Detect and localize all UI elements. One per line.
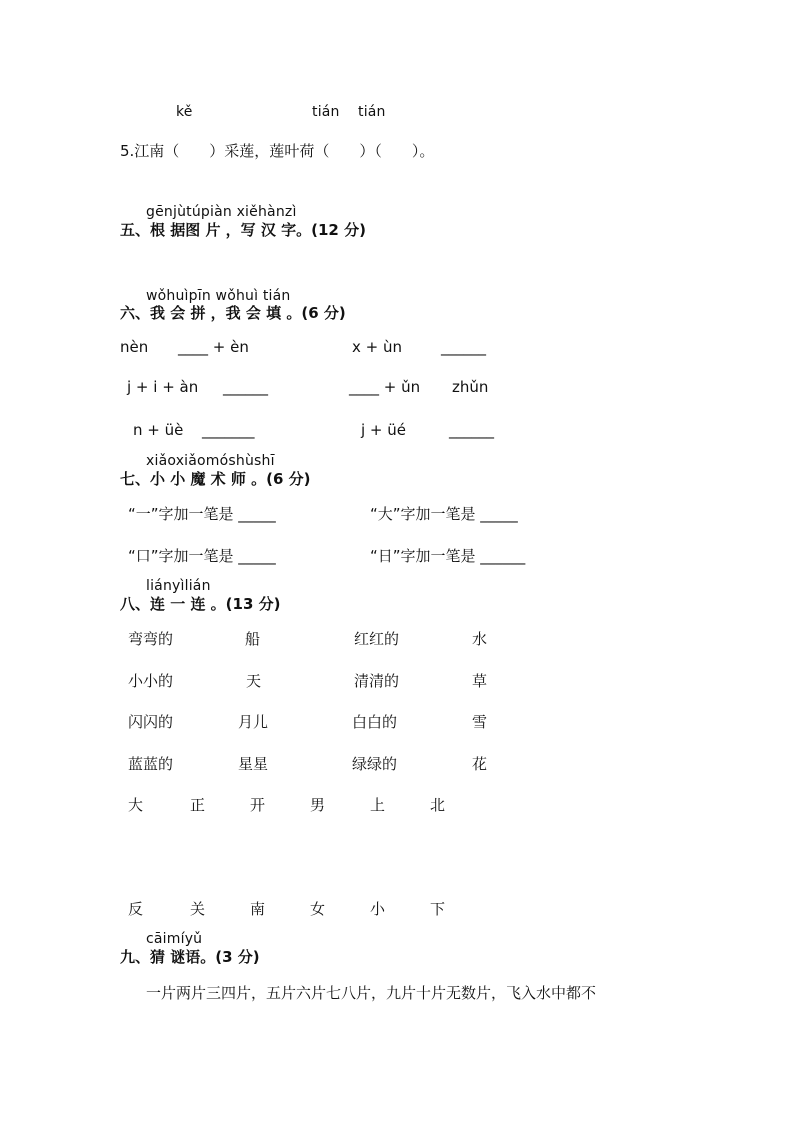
pinyin-item: nèn xyxy=(120,338,149,356)
section-5-heading: 五、根 据图 片 ，写 汉 字。(12 分) xyxy=(120,221,366,239)
match-word: 草 xyxy=(472,672,488,690)
match-word: 船 xyxy=(245,630,261,648)
match-word: 天 xyxy=(246,672,262,690)
antonym-bottom-char: 小 xyxy=(370,900,386,918)
antonym-top-char: 正 xyxy=(190,796,206,814)
antonym-bottom-char: 下 xyxy=(430,900,446,918)
match-word: 星星 xyxy=(238,755,269,773)
antonym-top-char: 开 xyxy=(250,796,266,814)
pinyin-item: j + üé xyxy=(361,421,407,439)
magic-item: “一”字加一笔是 _____ xyxy=(128,505,276,523)
match-word: 清清的 xyxy=(354,672,400,690)
magic-item: “口”字加一笔是 _____ xyxy=(128,547,276,565)
pinyin-item: n + üè xyxy=(133,421,184,439)
match-word: 小小的 xyxy=(128,672,174,690)
magic-item: “日”字加一笔是 ______ xyxy=(370,547,526,565)
answer-blank: ______ xyxy=(449,421,494,439)
antonym-top-char: 男 xyxy=(310,796,326,814)
pinyin-item: j + i + àn xyxy=(127,378,199,396)
antonym-top-char: 大 xyxy=(128,796,144,814)
pinyin-tian-2: tián xyxy=(358,104,386,120)
match-word: 雪 xyxy=(472,713,488,731)
pinyin-item: zhǔn xyxy=(452,378,489,396)
answer-blank: ______ xyxy=(223,378,268,396)
answer-blank: ______ xyxy=(441,338,486,356)
magic-item: “大”字加一笔是 _____ xyxy=(370,505,518,523)
section-7-heading: 七、小 小 魔 术 师 。(6 分) xyxy=(120,470,311,488)
section-6-pinyin: wǒhuìpīn wǒhuì tián xyxy=(146,288,291,304)
match-word: 绿绿的 xyxy=(352,755,398,773)
antonym-bottom-char: 女 xyxy=(310,900,326,918)
match-word: 闪闪的 xyxy=(128,713,174,731)
match-word: 月儿 xyxy=(238,713,269,731)
pinyin-item: ____ + èn xyxy=(178,338,249,356)
match-word: 蓝蓝的 xyxy=(128,755,174,773)
pinyin-ke: kě xyxy=(176,104,193,120)
section-7-pinyin: xiǎoxiǎomóshùshī xyxy=(146,453,275,469)
riddle-text: 一片两片三四片，五片六片七八片，九片十片无数片，飞入水中都不 xyxy=(146,984,597,1002)
section-5-pinyin: gēnjùtúpiàn xiěhànzì xyxy=(146,204,297,220)
pinyin-item: ____ + ǔn xyxy=(349,378,421,396)
question-5-text: 5.江南（ ）采莲，莲叶荷（ ）（ ）。 xyxy=(120,142,435,160)
section-8-pinyin: liányìlián xyxy=(146,578,211,594)
pinyin-tian-1: tián xyxy=(312,104,340,120)
section-8-heading: 八、连 一 连 。(13 分) xyxy=(120,595,281,613)
match-word: 弯弯的 xyxy=(128,630,174,648)
section-9-pinyin: cāimíyǔ xyxy=(146,931,203,947)
pinyin-item: x + ùn xyxy=(352,338,402,356)
antonym-bottom-char: 反 xyxy=(128,900,144,918)
match-word: 水 xyxy=(472,630,488,648)
answer-blank: _______ xyxy=(202,421,255,439)
match-word: 红红的 xyxy=(354,630,400,648)
antonym-bottom-char: 关 xyxy=(190,900,206,918)
antonym-top-char: 上 xyxy=(370,796,386,814)
match-word: 白白的 xyxy=(352,713,398,731)
match-word: 花 xyxy=(472,755,488,773)
section-9-heading: 九、猜 谜语。(3 分) xyxy=(120,948,260,966)
section-6-heading: 六、我 会 拼 ，我 会 填 。(6 分) xyxy=(120,304,346,322)
antonym-bottom-char: 南 xyxy=(250,900,266,918)
antonym-top-char: 北 xyxy=(430,796,446,814)
